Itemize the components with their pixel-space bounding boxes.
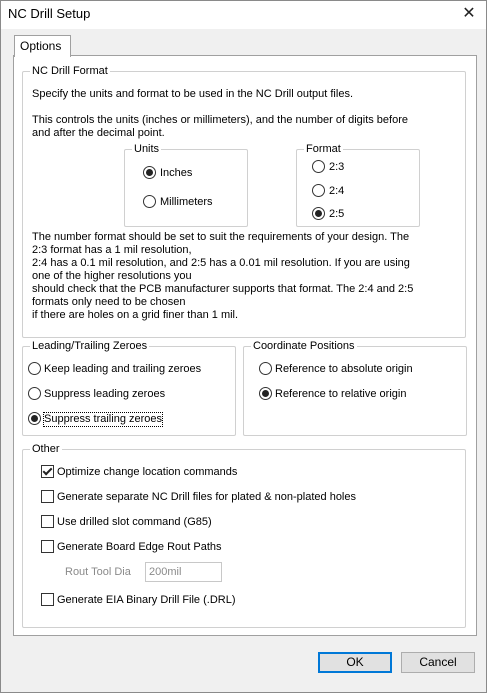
format-note-line: if there are holes on a grid finer than 1 mil.: [32, 309, 239, 321]
millimeters-label[interactable]: Millimeters: [160, 196, 213, 208]
suppress-leading-radio[interactable]: [28, 387, 41, 400]
format-description-line-2: and after the decimal point.: [32, 127, 165, 139]
drilled-slot-label[interactable]: Use drilled slot command (G85): [57, 516, 212, 528]
inches-radio[interactable]: [143, 166, 156, 179]
options-tab-page: [13, 55, 477, 636]
optimize-label[interactable]: Optimize change location commands: [57, 466, 238, 478]
tab-options-label: Options: [20, 39, 62, 53]
absolute-origin-label[interactable]: Reference to absolute origin: [275, 363, 413, 375]
relative-origin-label[interactable]: Reference to relative origin: [275, 388, 407, 400]
title-bar: [1, 1, 486, 29]
format-2-3-label[interactable]: 2:3: [329, 161, 345, 173]
keep-zeroes-radio[interactable]: [28, 362, 41, 375]
inches-label[interactable]: Inches: [160, 167, 193, 179]
nc-drill-format-legend: NC Drill Format: [32, 65, 108, 77]
zeroes-group: [22, 340, 236, 436]
format-legend: Format: [306, 143, 341, 155]
cancel-button[interactable]: Cancel: [401, 652, 475, 673]
units-group: [124, 143, 248, 227]
eia-binary-checkbox[interactable]: [41, 593, 54, 606]
tab-options[interactable]: [14, 35, 71, 57]
suppress-leading-label[interactable]: Suppress leading zeroes: [44, 388, 166, 400]
format-group: [296, 143, 420, 227]
suppress-trailing-radio[interactable]: [28, 412, 41, 425]
absolute-origin-radio[interactable]: [259, 362, 272, 375]
zeroes-legend: Leading/Trailing Zeroes: [32, 340, 148, 352]
format-note-line: should check that the PCB manufacturer supports that format. The 2:4 and 2:5: [32, 283, 414, 295]
other-group: [22, 443, 466, 628]
format-note-line: 2:3 format has a 1 mil resolution,: [32, 244, 192, 256]
format-description-line-1: This controls the units (inches or millimeters), and the number of digits before: [32, 114, 408, 126]
rout-tool-dia-input[interactable]: 200mil: [145, 562, 222, 582]
format-note-line: 2:4 has a 0.1 mil resolution, and 2:5 has a 0.01 mil resolution. If you are using: [32, 257, 410, 269]
eia-binary-label[interactable]: Generate EIA Binary Drill File (.DRL): [57, 594, 236, 606]
coordinate-positions-group: [243, 340, 467, 436]
format-note-line: The number format should be set to suit the requirements of your design. The: [32, 231, 410, 243]
relative-origin-radio[interactable]: [259, 387, 272, 400]
format-note-line: one of the higher resolutions you: [32, 270, 192, 282]
optimize-checkbox[interactable]: [41, 465, 54, 478]
format-2-3-radio[interactable]: [312, 160, 325, 173]
dialog-title: NC Drill Setup: [8, 6, 91, 21]
format-2-4-radio[interactable]: [312, 184, 325, 197]
ok-button[interactable]: OK: [318, 652, 392, 673]
millimeters-radio[interactable]: [143, 195, 156, 208]
format-2-5-radio[interactable]: [312, 207, 325, 220]
format-2-5-label[interactable]: 2:5: [329, 208, 345, 220]
nc-drill-format-group: [22, 65, 466, 338]
board-edge-rout-checkbox[interactable]: [41, 540, 54, 553]
separate-files-checkbox[interactable]: [41, 490, 54, 503]
keep-zeroes-label[interactable]: Keep leading and trailing zeroes: [44, 363, 202, 375]
format-note-line: formats only need to be chosen: [32, 296, 186, 308]
rout-tool-dia-label: Rout Tool Dia: [65, 566, 131, 578]
format-2-4-label[interactable]: 2:4: [329, 185, 345, 197]
other-legend: Other: [32, 443, 60, 455]
units-legend: Units: [134, 143, 160, 155]
separate-files-label[interactable]: Generate separate NC Drill files for plated & non-plated holes: [57, 491, 356, 503]
format-description: Specify the units and format to be used in the NC Drill output files.: [32, 88, 353, 100]
drilled-slot-checkbox[interactable]: [41, 515, 54, 528]
close-icon[interactable]: ✕: [462, 5, 476, 22]
coordinate-positions-legend: Coordinate Positions: [253, 340, 355, 352]
board-edge-rout-label[interactable]: Generate Board Edge Rout Paths: [57, 541, 222, 553]
suppress-trailing-label[interactable]: Suppress trailing zeroes: [44, 413, 163, 425]
